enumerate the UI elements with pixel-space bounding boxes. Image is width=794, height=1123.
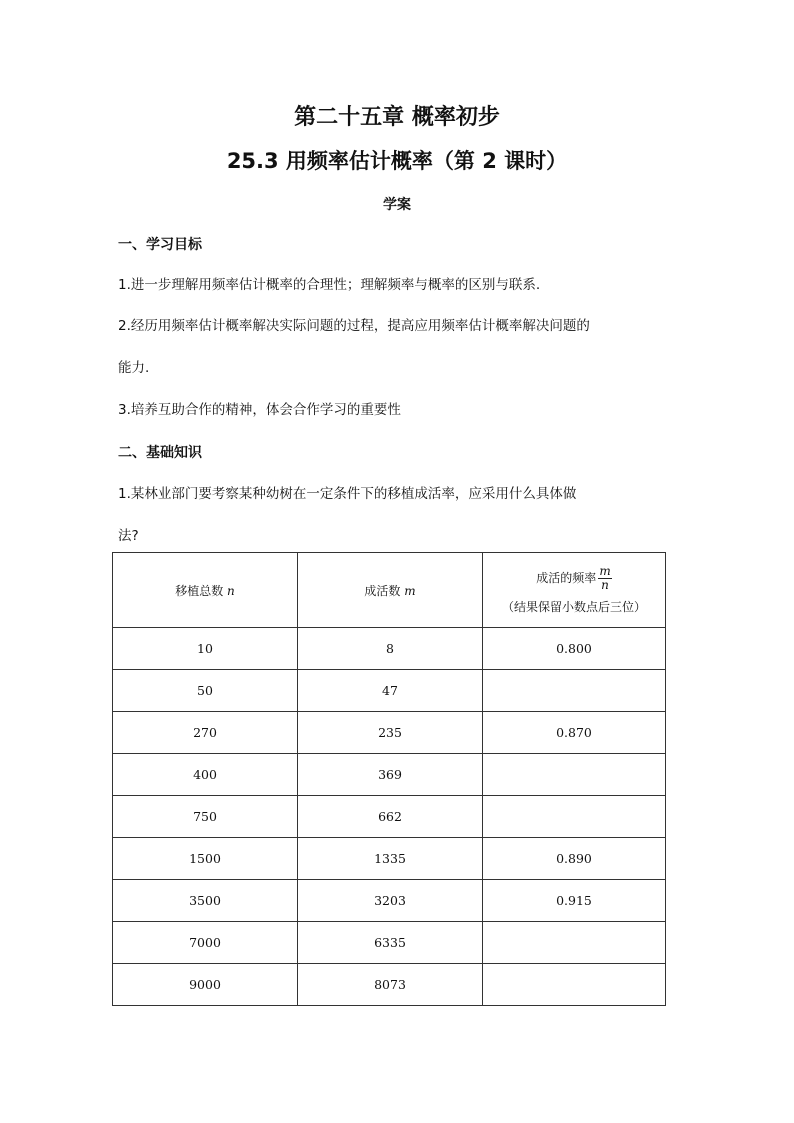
cell-survived: 8073 — [298, 964, 483, 1006]
header-frequency: 成活的频率 $\frac{m}{n}$ （结果保留小数点后三位） — [483, 553, 666, 628]
cell-survived: 47 — [298, 670, 483, 712]
variable-m: m — [404, 583, 416, 598]
table-row — [113, 838, 666, 880]
cell-frequency: 0.870 — [483, 712, 666, 754]
cell-total: 9000 — [113, 964, 298, 1006]
variable-n: n — [227, 583, 235, 598]
table-row — [113, 880, 666, 922]
rounding-note: （结果保留小数点后三位） — [501, 600, 646, 614]
cell-survived: 6335 — [298, 922, 483, 964]
cell-total: 10 — [113, 628, 298, 670]
cell-total: 1500 — [113, 838, 298, 880]
table-row — [113, 670, 666, 712]
cell-survived: 1335 — [298, 838, 483, 880]
cell-frequency — [483, 754, 666, 796]
objective-item: 2.经历用频率估计概率解决实际问题的过程，提高应用频率估计概率解决问题的 — [118, 318, 590, 334]
cell-survived: 3203 — [298, 880, 483, 922]
doc-type-label: 学案 — [383, 197, 411, 213]
table-header-row — [113, 553, 666, 628]
cell-frequency: 0.800 — [483, 628, 666, 670]
cell-frequency — [483, 964, 666, 1006]
table-row — [113, 796, 666, 838]
table-row — [113, 628, 666, 670]
cell-frequency: 0.915 — [483, 880, 666, 922]
cell-total: 750 — [113, 796, 298, 838]
table-row — [113, 712, 666, 754]
objective-item: 3.培养互助合作的精神，体会合作学习的重要性 — [118, 402, 401, 418]
lesson-title: 25.3 用频率估计概率（第 2 课时） — [226, 149, 568, 173]
cell-frequency — [483, 670, 666, 712]
cell-total: 3500 — [113, 880, 298, 922]
table-row — [113, 964, 666, 1006]
cell-total: 7000 — [113, 922, 298, 964]
cell-survived: 662 — [298, 796, 483, 838]
cell-survived: 235 — [298, 712, 483, 754]
table-row — [113, 922, 666, 964]
header-total: 移植总数 n — [113, 553, 298, 628]
table-row — [113, 754, 666, 796]
cell-total: 270 — [113, 712, 298, 754]
fraction-m-over-n: $\frac{m}{n}$ — [599, 564, 611, 592]
question-text: 1.某林业部门要考察某种幼树在一定条件下的移植成活率，应采用什么具体做 — [118, 486, 577, 502]
section-heading-basics: 二、基础知识 — [118, 445, 202, 461]
cell-total: 400 — [113, 754, 298, 796]
header-survived: 成活数 m — [298, 553, 483, 628]
question-text: 法? — [118, 528, 139, 544]
cell-survived: 8 — [298, 628, 483, 670]
cell-total: 50 — [113, 670, 298, 712]
cell-frequency — [483, 796, 666, 838]
cell-survived: 369 — [298, 754, 483, 796]
survival-rate-table — [112, 552, 666, 1006]
cell-frequency: 0.890 — [483, 838, 666, 880]
chapter-title: 第二十五章 概率初步 — [294, 105, 500, 130]
objective-item: 1.进一步理解用频率估计概率的合理性；理解频率与概率的区别与联系. — [118, 277, 541, 293]
objective-item: 能力. — [118, 360, 150, 376]
section-heading-objectives: 一、学习目标 — [118, 237, 202, 253]
cell-frequency — [483, 922, 666, 964]
